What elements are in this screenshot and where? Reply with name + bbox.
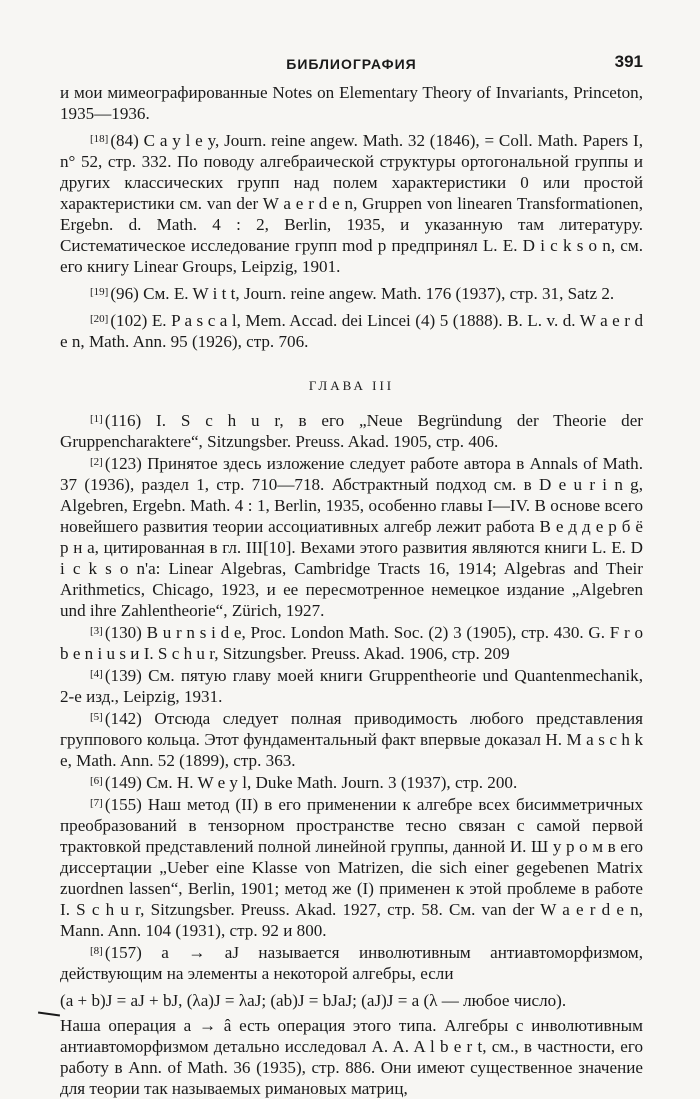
reference-entry	[60, 941, 643, 984]
reference-number: [18]	[90, 133, 109, 145]
reference-text: (142) Отсюда следует полная приводимость любого представления группового кольца. Этот фундаментальный факт впервые доказал H. M a s c h k e, Math. Ann. 52 (1899), стр. 363.	[60, 709, 643, 770]
chapter-heading: ГЛАВА III	[308, 378, 395, 393]
reference-entry	[60, 452, 643, 621]
running-title: БИБЛИОГРАФИЯ	[286, 56, 417, 72]
page-header	[60, 50, 643, 82]
reference-entry	[60, 282, 643, 304]
reference-text: (116) I. S c h u r, в его „Neue Begründung der Theorie der Gruppencharaktere“, Sitzungsber. Preuss. Akad. 1905, стр. 406.	[60, 411, 643, 451]
margin-stroke	[38, 1011, 60, 1016]
reference-text: (102) E. P a s c a l, Mem. Accad. dei Lincei (4) 5 (1888). B. L. v. d. W a e r d e n, Math. Ann. 95 (1926), стр. 706.	[60, 311, 643, 351]
reference-text: (155) Наш метод (II) в его применении к алгебре всех бисимметричных преобразований в тензорном пространстве тесно связан с самой первой трактовкой представлений полной линейной группы, данной И. Ш у р о м в его диссертации „Ueber eine Klasse von Matrizen, die sich einer gegebenen Matrix zuordnen lassen“, Berlin, 1901; метод же (I) применен к этой проблеме в работе I. S c h u r, Sitzungsber. Preuss. Akad. 1927, стр. 58. См. van der W a e r d e n, Mann. Ann. 104 (1931), стр. 92 и 800.	[60, 795, 643, 940]
reference-text: (139) См. пятую главу моей книги Gruppentheorie und Quantenmechanik, 2-е изд., Leipzig, 1931.	[60, 666, 643, 706]
reference-number: [3]	[90, 625, 103, 637]
reference-entry	[60, 309, 643, 352]
references-chapter-3	[60, 409, 643, 984]
reference-number: [7]	[90, 797, 103, 809]
reference-number: [1]	[90, 413, 103, 425]
reference-entry	[60, 793, 643, 941]
intro-paragraph: и мои мимеографированные Notes on Elementary Theory of Invariants, Princeton, 1935—1936.	[60, 83, 643, 123]
reference-number: [20]	[90, 313, 109, 325]
reference-text: (96) См. E. W i t t, Journ. reine angew. Math. 176 (1937), стр. 31, Satz 2.	[110, 284, 615, 303]
reference-number: [8]	[90, 945, 103, 957]
reference-number: [4]	[90, 668, 103, 680]
reference-number: [19]	[90, 286, 109, 298]
reference-entry	[60, 621, 643, 664]
reference-text: (123) Принятое здесь изложение следует работе автора в Annals of Math. 37 (1936), раздел 1, стр. 710—718. Абстрактный подход см. в D e u r i n g, Algebren, Ergebn. Math. 4 : 1, Berlin, 1935, особенно главы I—IV. В основе всего новейшего развития теории ассоциативных алгебр лежит работа В е д д е р б ё р н а, цитированная в гл. III[10]. Вехами этого развития являются книги L. E. D i c k s o n'a: Linear Algebras, Cambridge Tracts 16, 1914; Algebras and Their Arithmetics, Chicago, 1923, и ее пересмотренное немецкое издание „Algebren und ihre Zahlentheorie“, Zürich, 1927.	[60, 454, 643, 620]
reference-text: (149) См. H. W e y l, Duke Math. Journ. 3 (1937), стр. 200.	[104, 773, 518, 792]
reference-entry	[60, 707, 643, 771]
references-chapter-2	[60, 129, 643, 352]
involution-formula: (a + b)J = aJ + bJ, (λa)J = λaJ; (ab)J = bJaJ; (aJ)J = a (λ — любое число).	[60, 991, 567, 1010]
reference-entry	[60, 664, 643, 707]
reference-text: (130) B u r n s i d e, Proc. London Math. Soc. (2) 3 (1905), стр. 430. G. F r o b e n i u s и I. S c h u r, Sitzungsber. Preuss. Akad. 1906, стр. 209	[60, 623, 643, 663]
reference-entry	[60, 129, 643, 277]
reference-number: [6]	[90, 775, 103, 787]
reference-number: [5]	[90, 711, 103, 723]
reference-text: (157) a → aJ называется инволютивным антиавтоморфизмом, действующим на элементы a некоторой алгебры, если	[60, 943, 643, 983]
reference-text: (84) C a y l e y, Journ. reine angew. Math. 32 (1846), = Coll. Math. Papers I, n° 52, стр. 332. По поводу алгебраической структуры ортогональной группы и других классических групп над полем характеристики 0 или простой характеристики см. van der W a e r d e n, Gruppen von linearen Transformationen, Ergebn. d. Math. 4 : 2, Berlin, 1935, и указанную там литературу. Систематическое исследование групп mod p предпринял L. E. D i c k s o n, см. его книгу Linear Groups, Leipzig, 1901.	[60, 131, 643, 276]
page-number: 391	[614, 52, 643, 71]
reference-number: [2]	[90, 456, 103, 468]
closing-paragraph: Наша операция a → â есть операция этого типа. Алгебры с инволютивным антиавтоморфизмом детально исследовал A. A. A l b e r t, см., в частности, его работу в Ann. of Math. 36 (1935), стр. 886. Они имеют существенное значение для теории так называемых римановых матриц,	[60, 1016, 643, 1098]
reference-entry	[60, 409, 643, 452]
reference-entry	[60, 771, 643, 793]
